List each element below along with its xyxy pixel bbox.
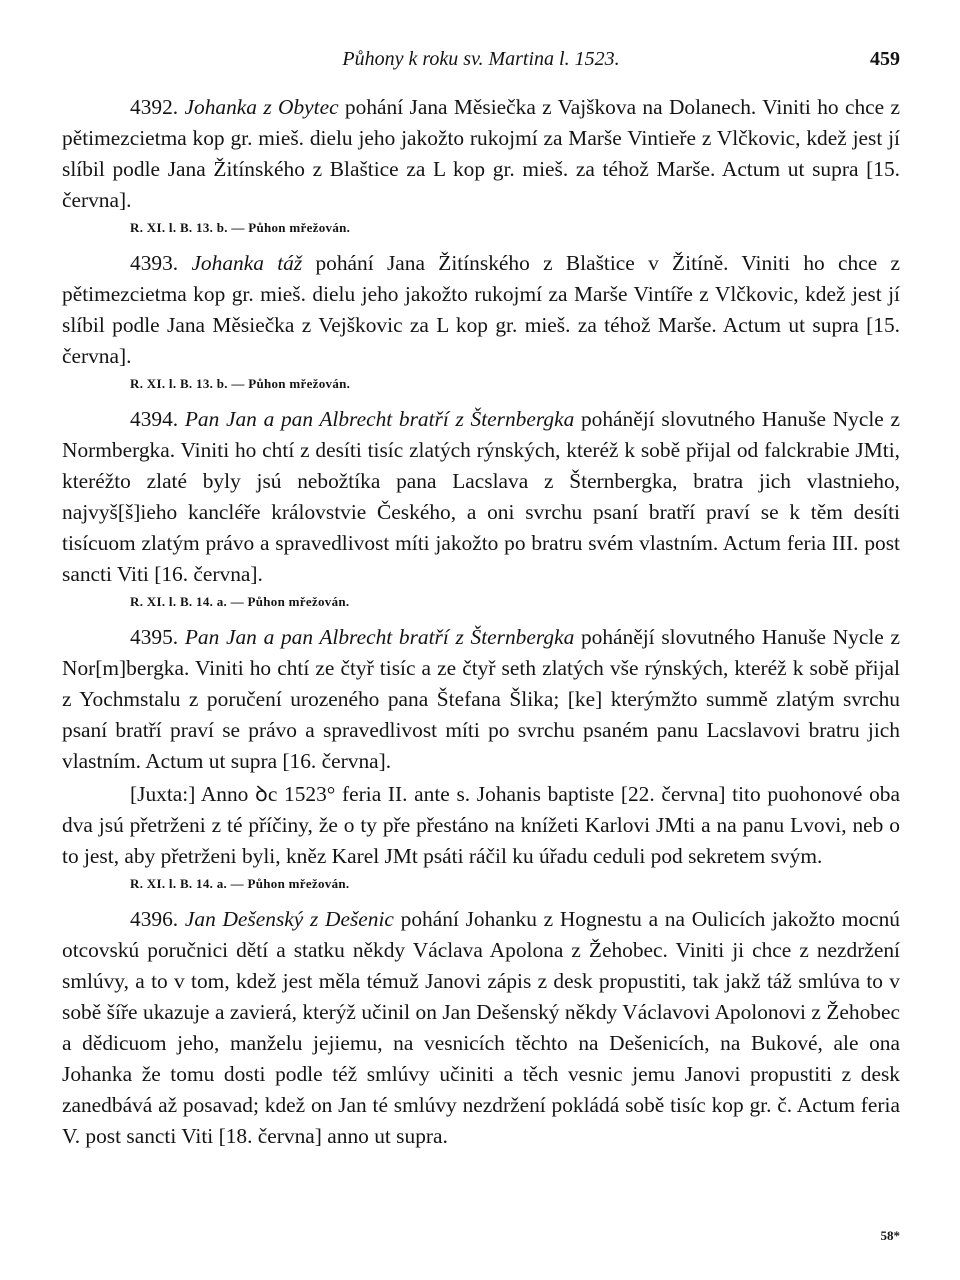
page-number: 459 (870, 48, 900, 70)
entry-text: pohánějí slovutného Hanuše Nycle z Normbergka. Viniti ho chtí z desíti tisíc zlatých rýnských, kteréž k sobě přijal od falckrabie JMti, kteréžto zlaté byly jsú nebožtíka pana Lacslava z Šternbergka, bratra jich vlastnieho, najvyš[š]ieho kancléře královstvie Českého, a oni svrchu psaní bratří praví se k těm desíti tisícuom zlatým právo a spravedlivost míti jakožto po bratru svém vlastním. Actum feria III. post sancti Viti [16. června]. (62, 407, 900, 586)
entry-paragraph (62, 904, 900, 1152)
running-title: Půhony k roku sv. Martina l. 1523. (342, 48, 620, 70)
entry-paragraph (62, 92, 900, 216)
entry-party: Jan Dešenský z Dešenic (184, 907, 394, 931)
entry-party: Johanka z Obytec (184, 95, 339, 119)
running-header (62, 46, 900, 76)
entry-source: R. XI. l. B. 14. a. — Půhon mřežován. (130, 876, 350, 891)
entry-note: [Juxta:] Anno ꝺc 1523° feria II. ante s. Johanis baptiste [22. června] tito puohonové oba dva jsú přetrženi z té příčiny, že o ty pře přestáno na knížeti Karlovi JMti a na panu Lvovi, neb o to jest, aby přetrženi byli, kněz Karel JMt psáti ráčil ku úřadu ceduli pod sekretem svým. (62, 782, 900, 868)
entry-text: pohání Jana Žitínského z Blaštice v Žitíně. Viniti ho chce z pětimezcietma kop gr. mieš. dielu jeho jakožto rukojmí za Marše Vintíře z Vlčkovic, kdež jest jí slíbil podle Jana Měsiečka z Vejškovic za L kop gr. mieš. za téhož Marše. Actum ut supra [15. června]. (62, 251, 900, 368)
entry-text: pohání Jana Měsiečka z Vajškova na Dolanech. Viniti ho chce z pětimezcietma kop gr. mieš. dielu jeho jakožto rukojmí za Marše Vintieře z Vlčkovic, kdež jest jí slíbil podle Jana Žitínského z Blaštice za L kop gr. mieš. za téhož Marše. Actum ut supra [15. června]. (62, 95, 900, 212)
entry-text: pohánějí slovutného Hanuše Nycle z Nor[m]bergka. Viniti ho chtí ze čtyř tisíc a ze čtyř seth zlatých vše rýnských, kteréž k sobě přijal z Yochmstalu z poručení urozeného pana Štefana Šlika; [ke] kterýmžto summě zlatým svrchu psaní bratří praví se právo a spravedlivost míti po svrchu psaném panu Lacslavovi bratru jich vlastním. Actum ut supra [16. června]. (62, 625, 900, 773)
document-page (62, 46, 900, 1256)
signature-mark: 58* (880, 1228, 900, 1243)
entry-number: 4393. (130, 251, 179, 275)
entry-party: Pan Jan a pan Albrecht bratří z Šternbergka (184, 625, 575, 649)
entry-4393 (62, 248, 900, 392)
entry-source: R. XI. l. B. 13. b. — Půhon mřežován. (130, 220, 351, 235)
entry-paragraph (62, 404, 900, 590)
entry-number: 4394. (130, 407, 179, 431)
entry-4395 (62, 622, 900, 892)
entry-number: 4392. (130, 95, 179, 119)
entry-4394 (62, 404, 900, 610)
entry-party: Johanka táž (191, 251, 303, 275)
entry-number: 4396. (130, 907, 179, 931)
entry-number: 4395. (130, 625, 179, 649)
entry-text: pohání Johanku z Hognestu a na Oulicích jakožto mocnú otcovskú poručnici dětí a statku někdy Václava Apolona z Žehobec. Viniti ji chce z nezdržení smlúvy, a to v tom, kdež jest měla témuž Janovi zápis z desk propustiti, tak jakž táž smlúva to v sobě šíře ukazuje a zavierá, kterýž učinil on Jan Dešenský někdy Václavovi Apolonovi z Žehobec a dědicuom jeho, manželu jejiemu, na vesnicích těchto na Dešenicích, na Bukové, ale ona Johanka že tomu dosti podle též smlúvy učiniti a těch vesnic jemu Janovi propustiti z desk zanedbává až posavad; kdež on Jan té smlúvy nezdržení pokládá sobě tisíc kop gr. č. Actum feria V. post sancti Viti [18. června] anno ut supra. (62, 907, 900, 1148)
entry-paragraph (62, 622, 900, 777)
entry-4392 (62, 92, 900, 236)
entry-source: R. XI. l. B. 13. b. — Půhon mřežován. (130, 376, 351, 391)
entry-party: Pan Jan a pan Albrecht bratří z Šternbergka (184, 407, 575, 431)
entry-4396 (62, 904, 900, 1152)
entry-source: R. XI. l. B. 14. a. — Půhon mřežován. (130, 594, 350, 609)
entry-paragraph (62, 248, 900, 372)
